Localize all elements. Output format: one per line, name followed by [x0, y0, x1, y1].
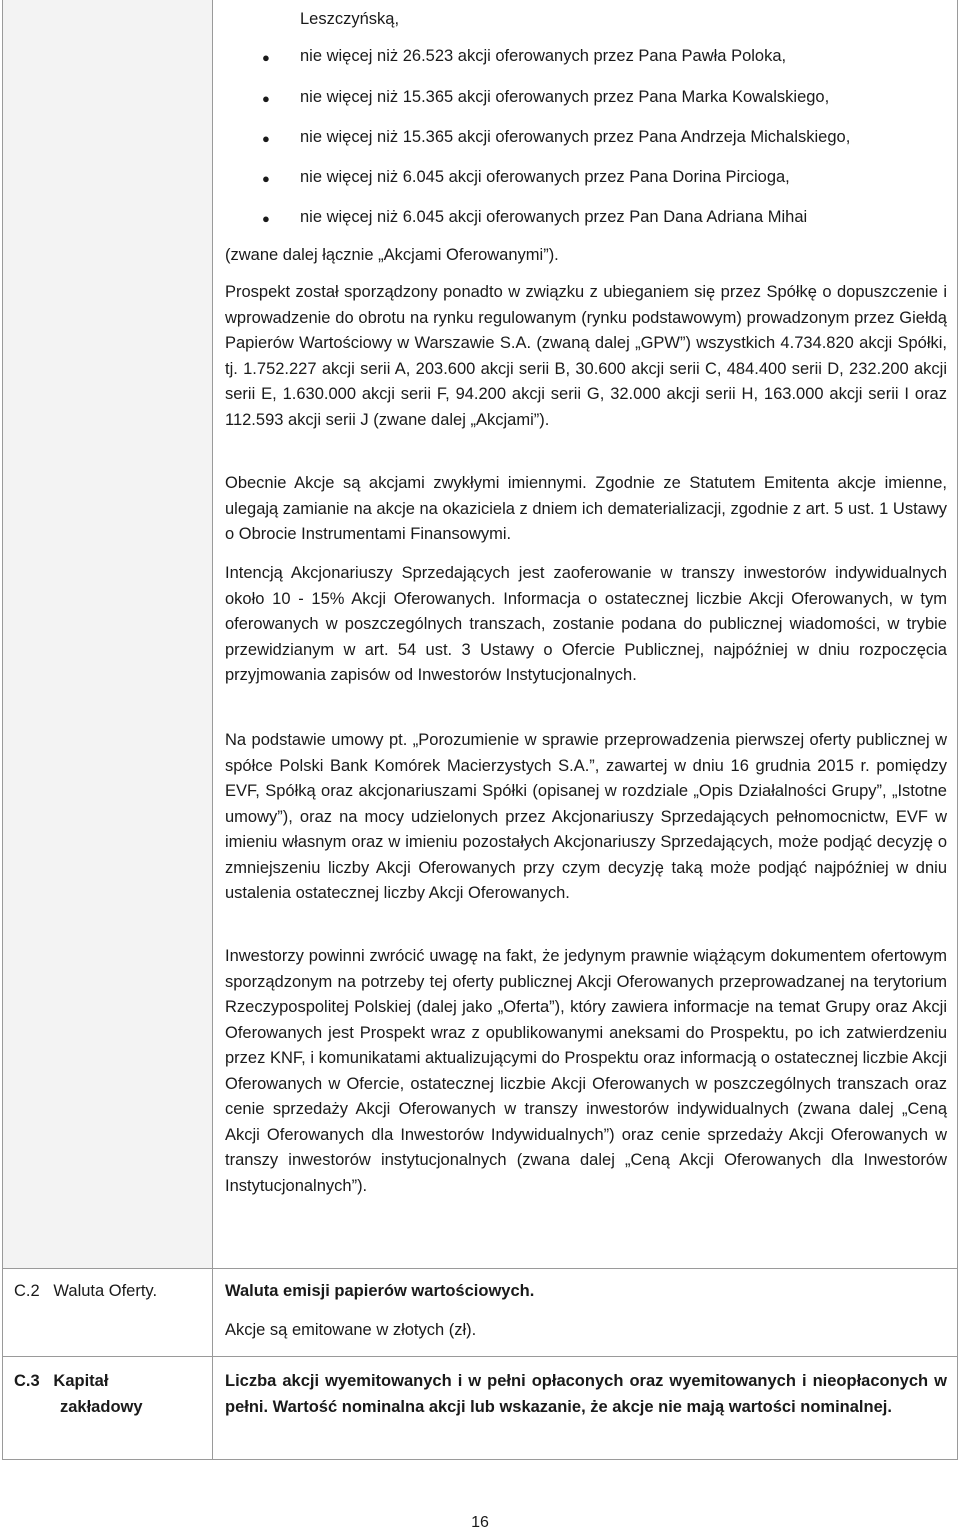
c2-heading: Waluta emisji papierów wartościowych.: [225, 1282, 535, 1300]
c3-heading: Liczba akcji wyemitowanych i w pełni opłaconych oraz wyemitowanych i nieopłaconych w pełni. Wartość nominalna akcji lub wskazanie, że akcje nie mają wartości nominalnej.: [225, 1372, 947, 1416]
list-item: nie więcej niż 6.045 akcji oferowanych przez Pan Dana Adriana Mihai: [300, 208, 808, 226]
table-border-right: [957, 0, 958, 1460]
bullet-dot-icon: ●: [262, 91, 270, 106]
c2-text: Akcje są emitowane w złotych (zł).: [225, 1321, 477, 1339]
paragraph-akcje-imienne: Obecnie Akcje są akcjami zwykłymi imiennymi. Zgodnie ze Statutem Emitenta akcje imienne, ulegają zamianie na akcje na okaziciela z dniem ich dematerializacji, zgodnie z art. 5 ust. 1 Ustawy o Obrocie Instrumentami Finansowymi.: [225, 474, 947, 543]
bullet-dot-icon: ●: [262, 211, 270, 226]
paragraph-prospekt: Prospekt został sporządzony ponadto w związku z ubieganiem się przez Spółkę o dopuszczenie i wprowadzenie do obrotu na rynku regulowanym (rynku podstawowym) prowadzonym przez Giełdą Papierów Wartościowy w Warszawie S.A. (zwaną dalej „GPW”) wszystkich 4.734.820 akcji Spółki, tj. 1.752.227 akcji serii A, 203.600 akcji serii B, 30.600 akcji serii C, 484.400 serii D, 232.200 akcji serii E, 1.630.000 akcji serii F, 94.200 akcji serii G, 32.000 akcji serii H, 163.000 akcji serii I oraz 112.593 akcji serii J (zwane dalej „Akcjami”).: [225, 283, 947, 429]
table-column-divider: [212, 0, 213, 1460]
list-item: nie więcej niż 15.365 akcji oferowanych przez Pana Andrzeja Michalskiego,: [300, 128, 851, 146]
bullet-outro: (zwane dalej łącznie „Akcjami Oferowanymi”).: [225, 246, 559, 264]
c3-label-line2: zakładowy: [60, 1398, 143, 1416]
paragraph-intencja: Intencją Akcjonariuszy Sprzedających jest zaoferowanie w transzy inwestorów indywidualnych około 10 - 15% Akcji Oferowanych. Informacja o ostatecznej liczbie Akcji Oferowanych, w tym oferowanych w poszczególnych transzach, zostanie podana do publicznej wiadomości, w trybie przewidzianym w art. 54 ust. 3 Ustawy o Ofercie Publicznej, najpóźniej w dniu rozpoczęcia przyjmowania zapisów od Inwestorów Instytucjonalnych.: [225, 564, 947, 684]
c2-label: C.2 Waluta Oferty.: [14, 1282, 158, 1300]
table-row-divider-c2: [2, 1268, 958, 1269]
c3-label-line1: C.3 Kapitał: [14, 1372, 109, 1390]
paragraph-porozumienie: Na podstawie umowy pt. „Porozumienie w sprawie przeprowadzenia pierwszej oferty publicznej w spółce Polski Bank Komórek Macierzystych S.A.”, zawartej w dniu 16 grudnia 2015 r. pomiędzy EVF, Spółką oraz akcjonariuszami Spółki (opisanej w rozdziale „Opis Działalności Grupy”, „Istotne umowy”), oraz na mocy udzielonych przez Akcjonariuszy Sprzedających pełnomocnictw, EVF w imieniu własnym oraz w imieniu pozostałych Akcjonariuszy Sprzedających, może podjąć decyzję o zmniejszeniu liczby Akcji Oferowanych przy czym decyzję taką może podjąć najpóźniej w dniu ustalenia ostatecznej liczby Akcji Oferowanych.: [225, 731, 947, 902]
list-item: nie więcej niż 6.045 akcji oferowanych przez Pana Dorina Pircioga,: [300, 168, 790, 186]
table-row-divider-c3: [2, 1356, 958, 1357]
paragraph-inwestorzy: Inwestorzy powinni zwrócić uwagę na fakt, że jedynym prawnie wiążącym dokumentem ofertowym sporządzonym na potrzeby tej oferty publicznej Akcji Oferowanych przeprowadzanej na terytorium Rzeczypospolitej Polskiej (dalej jako „Oferta”), który zawiera informacje na temat Grupy oraz Akcji Oferowanych jest Prospekt wraz z opublikowanymi aneksami do Prospektu, po ich zatwierdzeniu przez KNF, i komunikatami aktualizującymi do Prospektu oraz informacją o ostatecznej liczbie Akcji Oferowanych w Ofercie, ostatecznej liczbie Akcji Oferowanych w poszczególnych transzach oraz cenie sprzedaży Akcji Oferowanych w transzy inwestorów indywidualnych (zwana dalej „Ceną Akcji Oferowanych dla Inwestorów Indywidualnych”) oraz cenie sprzedaży Akcji Oferowanych w transzy inwestorów instytucjonalnych (zwana dalej „Ceną Akcji Oferowanych dla Inwestorów Instytucjonalnych”).: [225, 947, 947, 1195]
list-item: nie więcej niż 26.523 akcji oferowanych przez Pana Pawła Poloka,: [300, 47, 787, 65]
page-number: 16: [471, 1514, 489, 1531]
bullet-dot-icon: ●: [262, 50, 270, 65]
bullet-dot-icon: ●: [262, 171, 270, 186]
bullet-intro: Leszczyńską,: [300, 10, 400, 28]
list-item: nie więcej niż 15.365 akcji oferowanych przez Pana Marka Kowalskiego,: [300, 88, 830, 106]
table-border-bottom: [2, 1459, 958, 1460]
bullet-dot-icon: ●: [262, 131, 270, 146]
left-column-shade: [3, 0, 212, 1268]
table-border-left: [2, 0, 3, 1460]
